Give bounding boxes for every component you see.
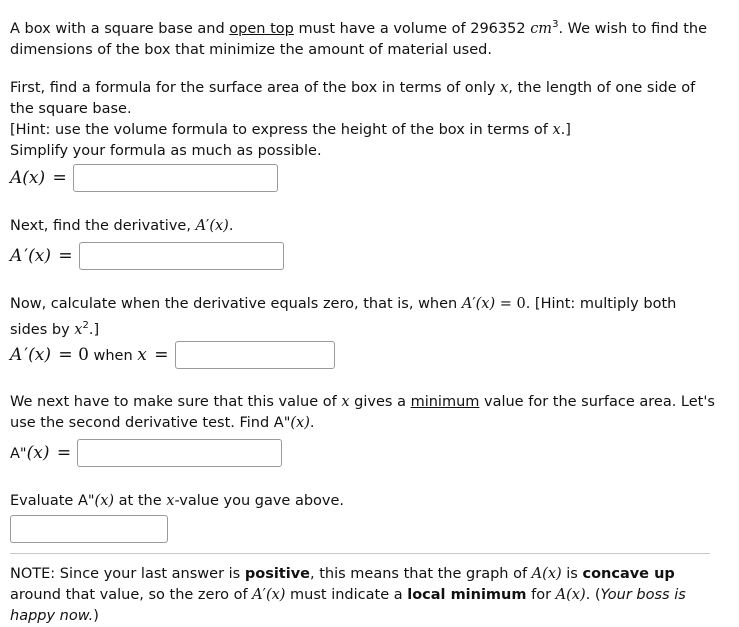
second-derivative-input[interactable] bbox=[77, 439, 282, 467]
open-top-text: open top bbox=[229, 20, 294, 37]
problem-intro: A box with a square base and open top must have a volume of 296352 $cm^3$. We wish to find the dimensions of the box that minimize the amount of material used. bbox=[10, 19, 708, 58]
surface-area-row bbox=[10, 164, 278, 192]
evaluate-row bbox=[10, 515, 168, 543]
step1-text: First, find a formula for the surface area of the box in terms of only x, the length of one side of the square base. [Hint: use the volume formula to express the height of the box in terms of x.] Simplify your formula as much as possible. bbox=[10, 80, 696, 159]
critical-point-label: A ′(x) = 0 when x = bbox=[10, 345, 169, 365]
derivative-input[interactable] bbox=[79, 242, 284, 270]
derivative-row bbox=[10, 242, 284, 270]
surface-area-label: A(x) = bbox=[10, 168, 67, 188]
surface-area-input[interactable] bbox=[73, 164, 278, 192]
step5-text: Evaluate A"(x) at the x-value you gave above. bbox=[10, 493, 345, 509]
derivative-label: A ′(x) = bbox=[10, 246, 73, 266]
step2-text: Next, find the derivative, A′(x). bbox=[10, 218, 234, 234]
second-derivative-row bbox=[10, 439, 282, 467]
unit-cm: cm bbox=[530, 20, 553, 37]
divider bbox=[10, 553, 710, 554]
minimum-text: minimum bbox=[410, 394, 480, 410]
critical-point-input[interactable] bbox=[175, 341, 335, 369]
step3-text: Now, calculate when the derivative equals zero, that is, when A′(x) = 0. [Hint: multiply both sides by $x^2$.] bbox=[10, 296, 677, 338]
step4-text: We next have to make sure that this value of x gives a minimum value for the surface area. Let's use the second derivative test. Find A"(x). bbox=[10, 394, 715, 431]
critical-point-row bbox=[10, 341, 335, 369]
second-derivative-label: A"(x) = bbox=[10, 443, 72, 463]
evaluate-input[interactable] bbox=[10, 515, 168, 543]
note-text: NOTE: Since your last answer is positive, this means that the graph of A(x) is concave up around that value, so the zero of A′(x) must indicate a local minimum for A(x). (Your boss is happy now.) bbox=[10, 566, 686, 624]
